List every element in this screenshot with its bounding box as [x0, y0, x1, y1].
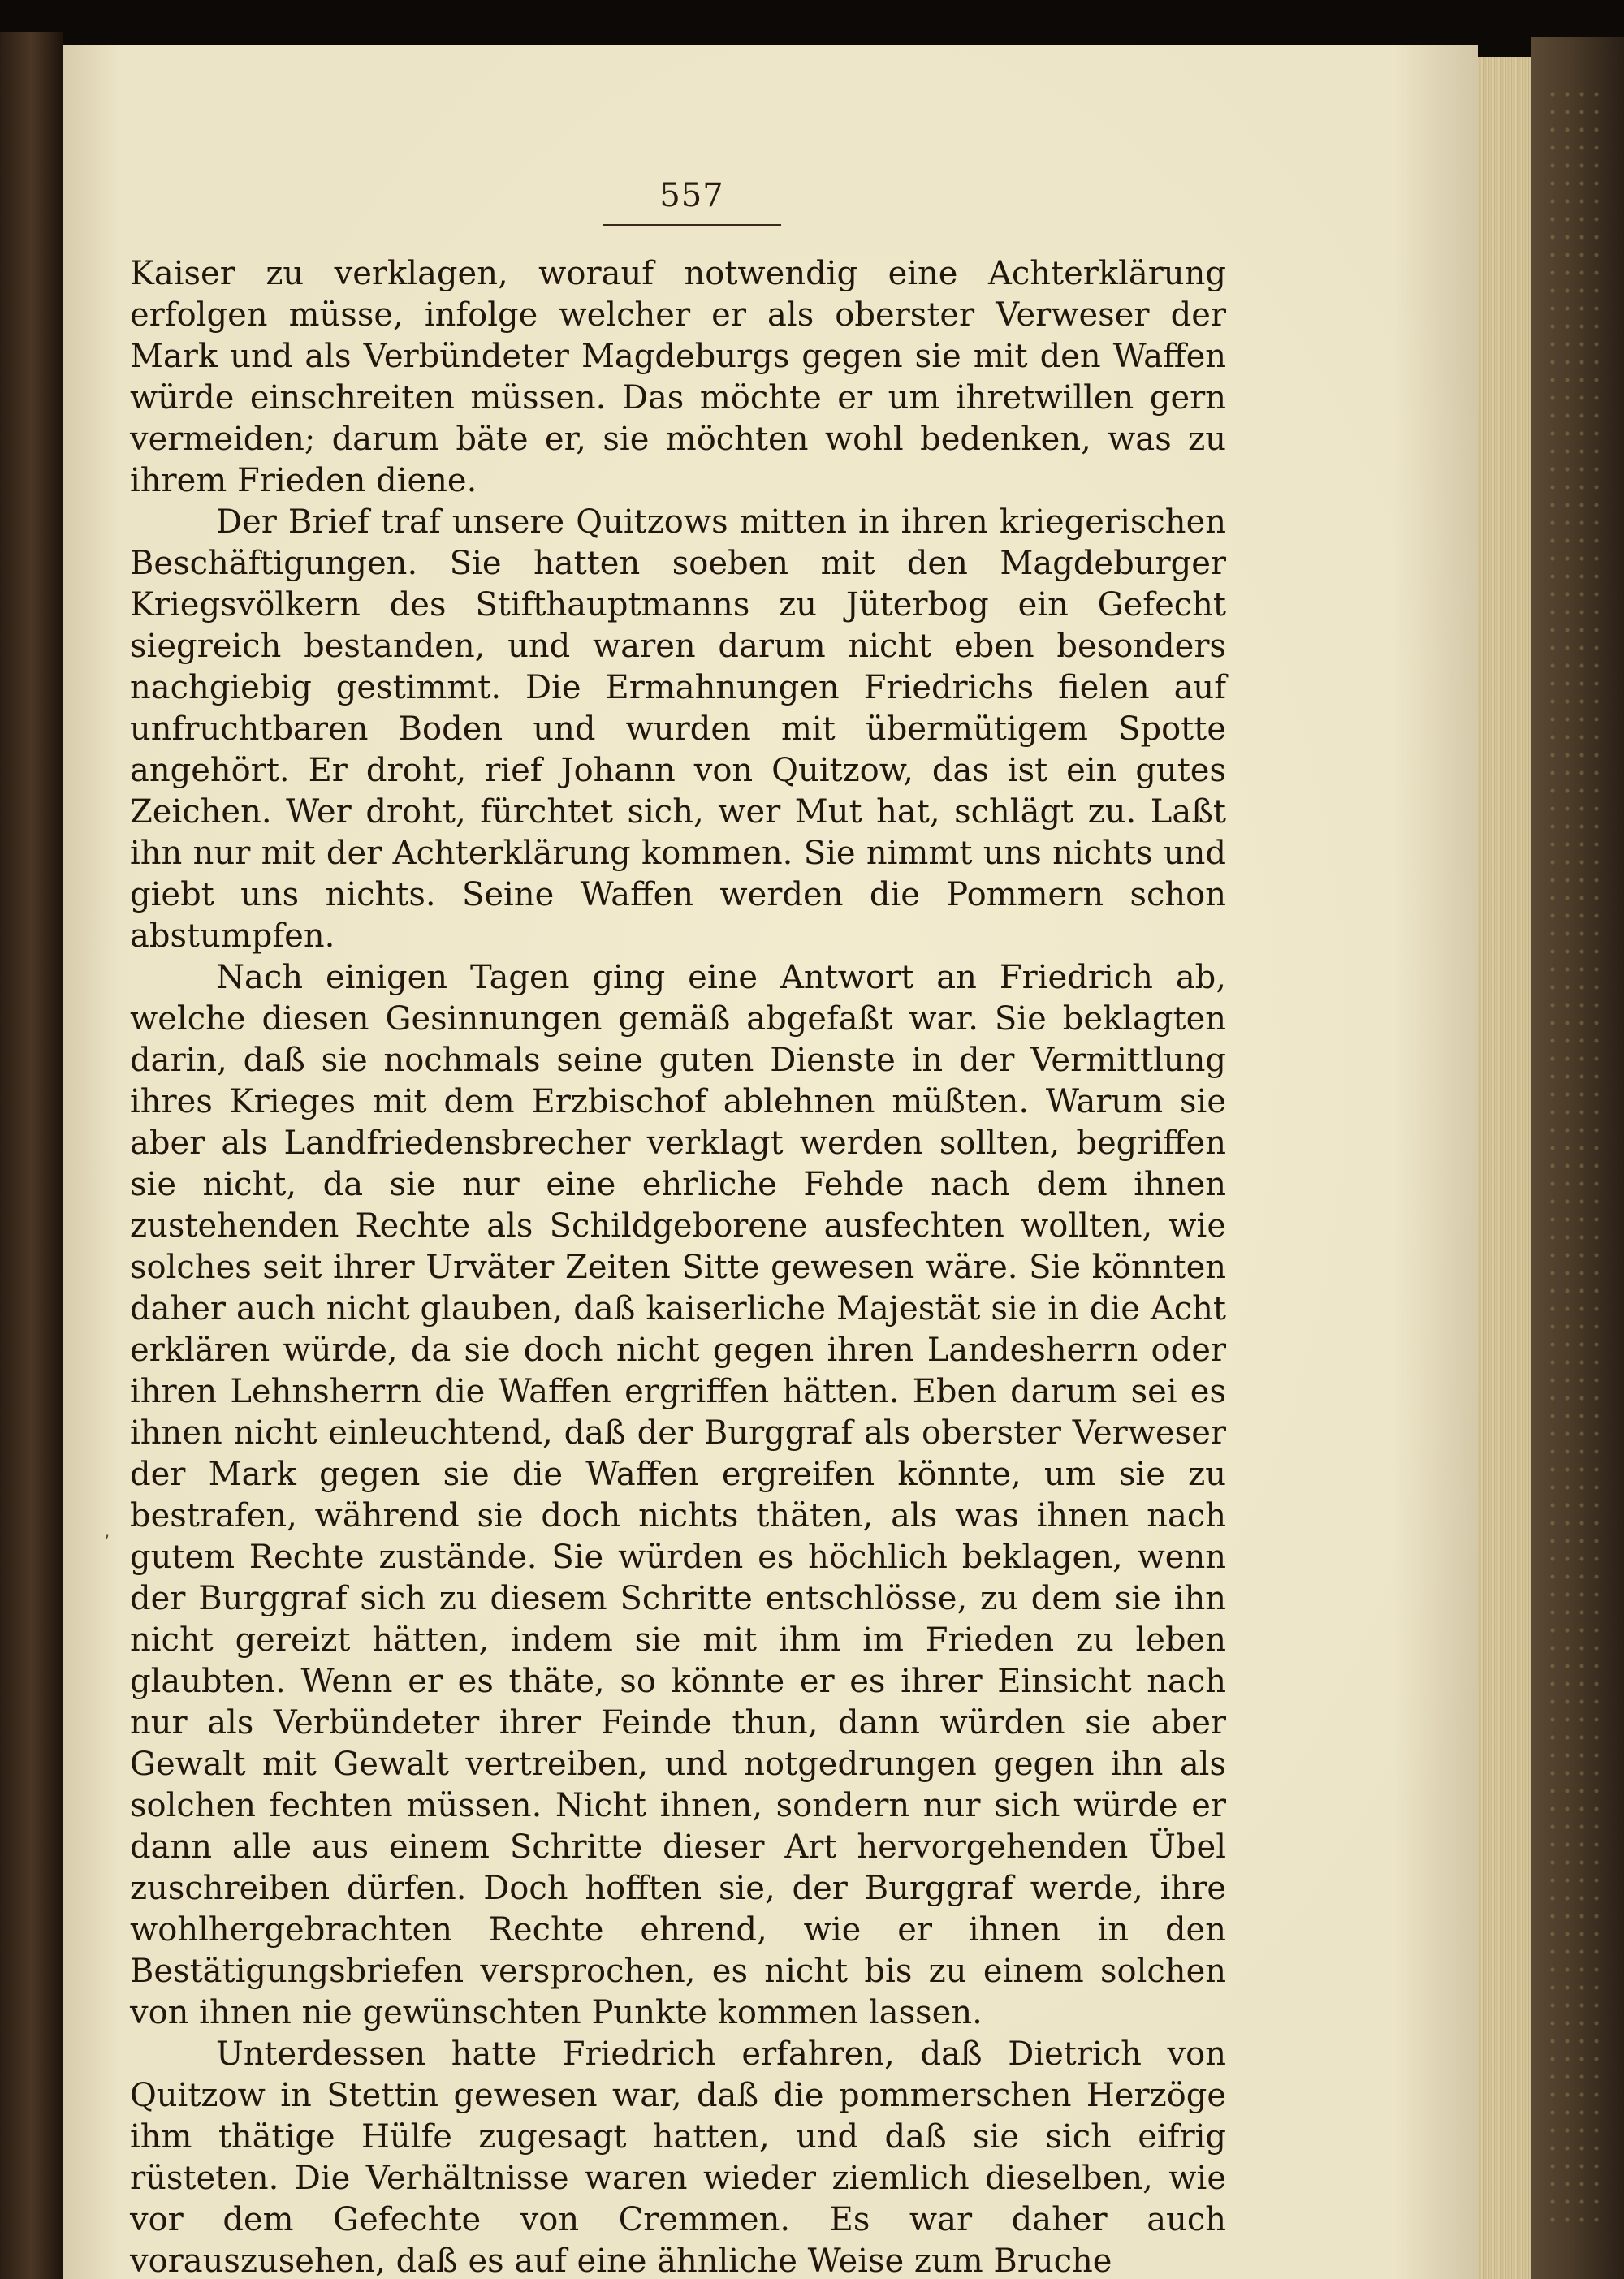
left-binding-edge — [0, 32, 63, 2279]
page-stack-edges — [1478, 57, 1531, 2279]
paragraph-1: Kaiser zu verklagen, worauf notwendig eine Achterklärung erfolgen müsse, infolge welcher er als oberster Verweser der Mark und als Verbündeter Magdeburgs gegen sie mit den Waffen würde einschreiten müssen. Das möchte er um ihretwillen gern vermeiden; darum bäte er, sie möchten wohl bedenken, was zu ihrem Frieden diene. — [130, 255, 1226, 499]
page-number-rule — [603, 224, 781, 226]
page-number: 557 — [659, 177, 724, 214]
paragraph-4: Unterdessen hatte Friedrich erfahren, daß Dietrich von Quitzow in Stettin gewesen war, daß die pommerschen Herzöge ihm thätige Hülfe zugesagt hatten, und daß sie sich eifrig rüsteten. Die Verhältnisse waren wieder ziemlich dieselben, wie vor dem Gefechte von Cremmen. Es war daher auch vorauszusehen, daß es auf eine ähnliche Weise zum Bruche — [130, 2035, 1226, 2279]
paragraph-3: Nach einigen Tagen ging eine Antwort an Friedrich ab, welche diesen Gesinnungen gemäß abgefaßt war. Sie beklagten darin, daß sie nochmals seine guten Dienste in der Vermittlung ihres Krieges mit dem Erzbischof ablehnen müßten. Warum sie aber als Landfriedensbrecher verklagt werden sollten, begriffen sie nicht, da sie nur eine ehrliche Fehde nach dem ihnen zustehenden Rechte als Schildgeborene ausfechten wollten, wie solches seit ihrer Urväter Zeiten Sitte gewesen wäre. Sie könnten daher auch nicht glauben, daß kaiserliche Majestät sie in die Acht erklären würde, da sie doch nicht gegen ihren Landesherrn oder ihren Lehnsherrn die Waffen ergriffen hätten. Eben darum sei es ihnen nicht einleuchtend, daß der Burggraf als oberster Verweser der Mark gegen sie die Waffen ergreifen könnte, um sie zu bestrafen, während sie doch nichts thäten, als was ihnen nach gutem Rechte zustände. Sie würden es höchlich beklagen, wenn der Burggraf sich zu diesem Schritte entschlösse, zu dem sie ihn nicht gereizt hätten, indem sie mit ihm im Frieden zu leben glaubten. Wenn er es thäte, so könnte er es ihrer Einsicht nach nur als Verbündeter ihrer Feinde thun, dann würden sie aber Gewalt mit Gewalt vertreiben, und notgedrungen gegen ihn als solchen fechten müssen. Nicht ihnen, sondern nur sich würde er dann alle aus einem Schritte dieser Art hervorgehenden Übel zuschreiben dürfen. Doch hofften sie, der Burggraf werde, ihre wohlhergebrachten Rechte ehrend, wie er ihnen in den Bestätigungsbriefen versprochen, es nicht bis zu einem solchen von ihnen nie gewünschten Punkte kommen lassen. — [130, 959, 1226, 2031]
right-cover-edge — [1531, 37, 1624, 2279]
body-text — [130, 253, 1226, 2279]
margin-mark: ’ — [104, 1533, 110, 1553]
paragraph-2: Der Brief traf unsere Quitzows mitten in ihren kriegerischen Beschäftigungen. Sie hatten soeben mit den Magdeburger Kriegsvölkern des Stifthauptmanns zu Jüterbog ein Gefecht siegreich bestanden, und waren darum nicht eben besonders nachgiebig gestimmt. Die Ermahnungen Friedrichs fielen auf unfruchtbaren Boden und wurden mit übermütigem Spotte angehört. Er droht, rief Johann von Quitzow, das ist ein gutes Zeichen. Wer droht, fürchtet sich, wer Mut hat, schlägt zu. Laßt ihn nur mit der Achterklärung kommen. Sie nimmt uns nichts und giebt uns nichts. Seine Waffen werden die Pommern schon abstumpfen. — [130, 503, 1226, 955]
